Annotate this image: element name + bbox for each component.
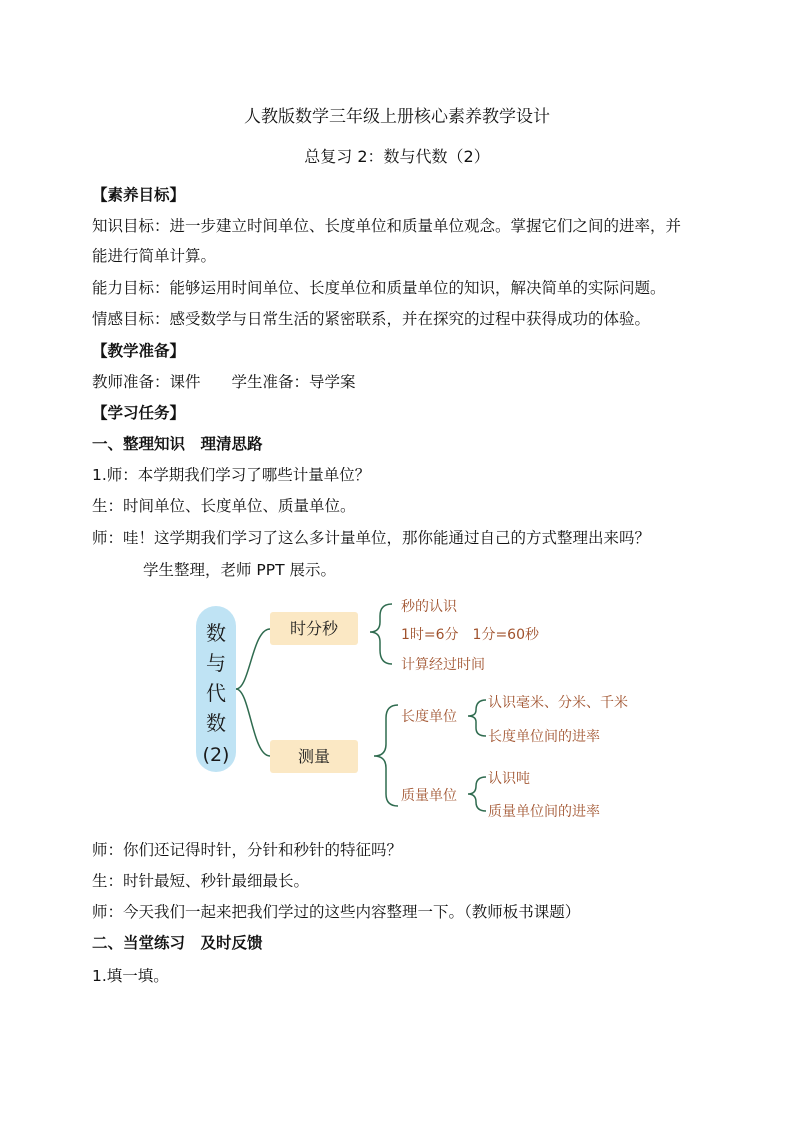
emotion-goal: 情感目标：感受数学与日常生活的紧密联系，并在探究的过程中获得成功的体验。 (92, 310, 651, 328)
lesson-subtitle: 总复习 2：数与代数（2） (304, 147, 490, 166)
branch-measure-label: 测量 (297, 747, 331, 766)
time-item-3: 计算经过时间 (401, 657, 485, 673)
teacher-summary: 师：今天我们一起来把我们学过的这些内容整理一下。（教师板书课题） (92, 903, 581, 921)
length-item-2: 长度单位间的进率 (488, 729, 600, 745)
section-1-heading: 一、整理知识 理清思路 (92, 435, 263, 453)
teacher-prompt-1: 师：哇！这学期我们学习了这么多计量单位，那你能通过自己的方式整理出来吗？ (92, 529, 651, 547)
length-unit-label: 长度单位 (401, 709, 457, 725)
prep-text: 教师准备：课件 学生准备：导学案 (92, 373, 356, 391)
student-answer-1: 生：时间单位、长度单位、质量单位。 (92, 497, 356, 515)
ability-goal: 能力目标：能够运用时间单位、长度单位和质量单位的知识，解决简单的实际问题。 (92, 279, 666, 297)
student-organize-note: 学生整理，老师 PPT 展示。 (143, 561, 337, 579)
time-item-2: 1时=6分 1分=60秒 (401, 627, 539, 643)
teacher-question-2: 师：你们还记得时针，分针和秒针的特征吗？ (92, 841, 403, 859)
root-char-1: 数 (206, 621, 226, 645)
time-item-1: 秒的认识 (401, 599, 457, 615)
knowledge-goal-line-2: 能进行简单计算。 (92, 247, 217, 265)
exercise-fill-in: 1.填一填。 (92, 967, 169, 985)
connector-root-measure (236, 689, 270, 756)
brace-measure (374, 705, 398, 806)
connector-root-time (236, 629, 270, 689)
brace-time (370, 604, 392, 664)
mass-item-1: 认识吨 (488, 771, 530, 787)
student-answer-2: 生：时针最短、秒针最细最长。 (92, 872, 310, 890)
root-char-2: 与 (206, 651, 226, 675)
branch-time-label: 时分秒 (289, 619, 339, 638)
mass-unit-label: 质量单位 (401, 788, 457, 804)
section-2-heading: 二、当堂练习 及时反馈 (92, 934, 263, 952)
prep-heading: 【教学准备】 (92, 342, 186, 360)
brace-mass (468, 777, 486, 811)
root-char-4: 数 (206, 711, 226, 735)
root-char-3: 代 (206, 681, 226, 705)
length-item-1: 认识毫米、分米、千米 (488, 695, 628, 711)
teacher-question-1: 1.师：本学期我们学习了哪些计量单位？ (92, 466, 371, 484)
brace-length (468, 700, 486, 736)
knowledge-goal-line-1: 知识目标：进一步建立时间单位、长度单位和质量单位观念。掌握它们之间的进率，并 (92, 217, 682, 235)
tasks-heading: 【学习任务】 (92, 404, 186, 422)
goals-heading: 【素养目标】 (92, 186, 186, 204)
root-char-5: (2) (202, 744, 230, 766)
mass-item-2: 质量单位间的进率 (488, 804, 600, 820)
document-title: 人教版数学三年级上册核心素养教学设计 (244, 107, 550, 127)
